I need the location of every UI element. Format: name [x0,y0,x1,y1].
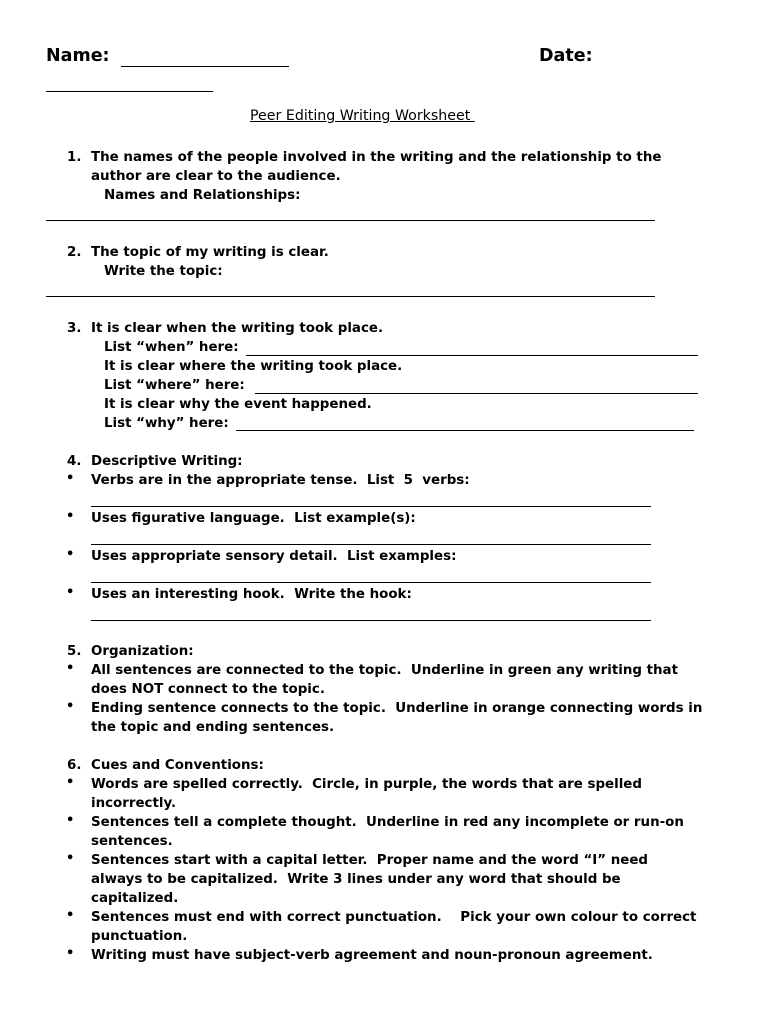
hook-answer-line [91,620,651,621]
name-blank [121,66,289,67]
section3-where: List “where” here: [104,378,245,393]
bullet-icon: • [66,471,75,486]
figurative-answer-line [91,544,651,545]
section6-number: 6. [67,758,82,773]
bullet-icon: • [66,775,75,790]
section5-b1-line2: does NOT connect to the topic. [91,682,325,697]
section3-why: List “why” here: [104,416,229,431]
section2-prompt: Write the topic: [104,264,223,279]
bullet-icon: • [66,851,75,866]
bullet-icon: • [66,585,75,600]
bullet-icon: • [66,699,75,714]
when-answer-line [246,355,698,356]
section4-bullet-4: Uses an interesting hook. Write the hook: [91,587,412,602]
section1-number: 1. [67,150,82,165]
section1-line2: author are clear to the audience. [91,169,341,184]
section6-b4-line1: Sentences must end with correct punctuation. Pick your own colour to correct [91,910,697,925]
section6-b4-line2: punctuation. [91,929,188,944]
section6-b2-line1: Sentences tell a complete thought. Underline in red any incomplete or run-on [91,815,684,830]
section1-answer-line [46,220,655,221]
page-title: Peer Editing Writing Worksheet [250,108,475,124]
section6-b2-line2: sentences. [91,834,173,849]
section5-b2-line1: Ending sentence connects to the topic. Underline in orange connecting words in [91,701,703,716]
section3-line1: It is clear when the writing took place. [91,321,384,336]
section6-b3-line3: capitalized. [91,891,179,906]
bullet-icon: • [66,813,75,828]
section3-line3: It is clear why the event happened. [104,397,372,412]
section2-number: 2. [67,245,82,260]
section1-prompt: Names and Relationships: [104,188,301,203]
section3-line2: It is clear where the writing took place. [104,359,403,374]
why-answer-line [236,430,694,431]
section3-when: List “when” here: [104,340,239,355]
bullet-icon: • [66,908,75,923]
name-label: Name: [46,46,110,66]
section6-b1-line1: Words are spelled correctly. Circle, in purple, the words that are spelled [91,777,642,792]
section6-b1-line2: incorrectly. [91,796,177,811]
section2-line1: The topic of my writing is clear. [91,245,329,260]
where-answer-line [255,393,698,394]
bullet-icon: • [66,547,75,562]
section6-b3-line2: always to be capitalized. Write 3 lines under any word that should be [91,872,621,887]
section4-number: 4. [67,454,82,469]
bullet-icon: • [66,946,75,961]
section1-line1: The names of the people involved in the writing and the relationship to the [91,150,662,165]
sensory-answer-line [91,582,651,583]
section5-heading: Organization: [91,644,194,659]
section4-bullet-2: Uses figurative language. List example(s): [91,511,416,526]
section4-bullet-3: Uses appropriate sensory detail. List examples: [91,549,457,564]
section2-answer-line [46,296,655,297]
section6-b3-line1: Sentences start with a capital letter. Proper name and the word “I” need [91,853,649,868]
section3-number: 3. [67,321,82,336]
bullet-icon: • [66,661,75,676]
date-blank [46,91,213,92]
section4-heading: Descriptive Writing: [91,454,243,469]
bullet-icon: • [66,509,75,524]
section5-b1-line1: All sentences are connected to the topic. Underline in green any writing that [91,663,678,678]
section6-heading: Cues and Conventions: [91,758,264,773]
section6-b5-line1: Writing must have subject-verb agreement and noun-pronoun agreement. [91,948,653,963]
section5-b2-line2: the topic and ending sentences. [91,720,335,735]
section5-number: 5. [67,644,82,659]
section4-bullet-1: Verbs are in the appropriate tense. List 5 verbs: [91,473,470,488]
date-label: Date: [539,46,593,66]
verbs-answer-line [91,506,651,507]
